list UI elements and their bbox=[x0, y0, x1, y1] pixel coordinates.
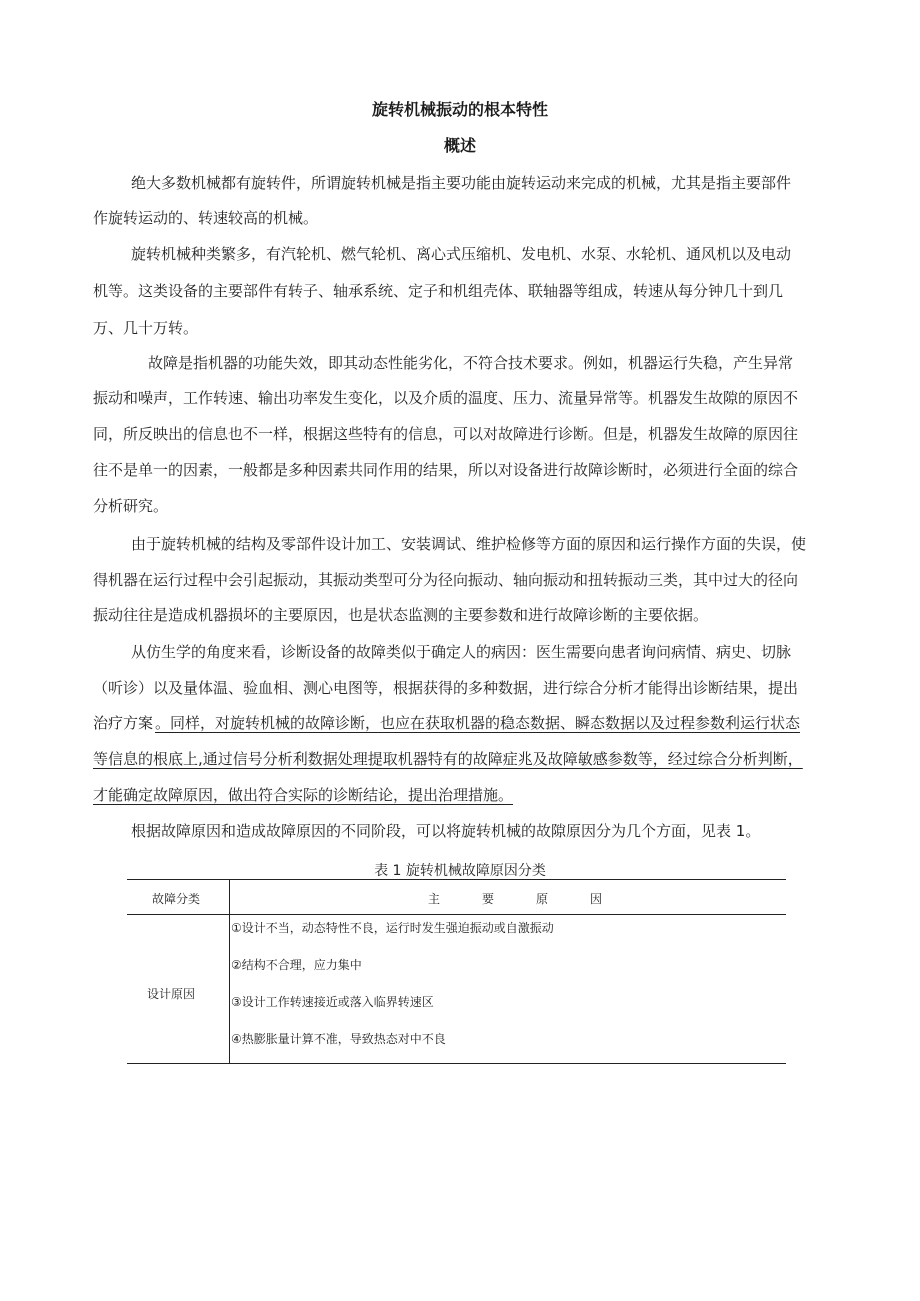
paragraph-line: 作旋转运动的、转速较高的机械。 bbox=[93, 209, 319, 227]
paragraph-line: 万、几十万转。 bbox=[93, 319, 199, 337]
paragraph-line: 绝大多数机械都有旋转件，所谓旋转机械是指主要功能由旋转运动来完成的机械，尤其是指主要部件 bbox=[131, 174, 792, 192]
table-header-cause bbox=[428, 890, 644, 907]
header-char: 原 bbox=[536, 892, 549, 906]
table-row-item: ①设计不当，动态特性不良，运行时发生强迫振动或自激振动 bbox=[231, 921, 554, 935]
table-bottom-rule bbox=[127, 1063, 786, 1064]
paragraph-line: 旋转机械种类繁多，有汽轮机、燃气轮机、离心式压缩机、发电机、水泵、水轮机、通风机以及电动 bbox=[131, 245, 792, 263]
paragraph-line: 往不是单一的因素，一般都是多种因素共同作用的结果，所以对设备进行故障诊断时，必须进行全面的综合 bbox=[93, 461, 799, 479]
table-header-category: 故障分类 bbox=[152, 892, 201, 906]
underlined-text: 才能确定故障原因，做出符合实际的诊断结论，提出治理措施。 bbox=[93, 786, 514, 804]
underlined-text: 等信息的根底上,通过信号分析利数据处理提取机器特有的故障症兆及故障敏感参数等，经过综合分析判断， bbox=[93, 750, 803, 768]
table-header-rule bbox=[127, 914, 786, 915]
table-row-category: 设计原因 bbox=[147, 987, 196, 1001]
header-char: 因 bbox=[590, 892, 603, 906]
paragraph-line: 故障是指机器的功能失效，即其动态性能劣化，不符合技术要求。例如，机器运行失稳，产生异常 bbox=[148, 354, 794, 372]
paragraph-line: 根据故障原因和造成故障原因的不同阶段，可以将旋转机械的故隙原因分为几个方面，见表 1。 bbox=[131, 822, 761, 840]
table-top-rule bbox=[127, 879, 786, 880]
table-row-item: ④热膨胀量计算不准，导致热态对中不良 bbox=[231, 1032, 446, 1046]
table-column-divider bbox=[229, 879, 230, 1063]
paragraph-line: 振动和噪声，工作转速、输出功率发生变化，以及介质的温度、压力、流量异常等。机器发生故隙的原因不 bbox=[93, 389, 799, 407]
paragraph-line: 从仿生学的角度来看，诊断设备的故障类似于确定人的病因：医生需要向患者询问病情、病史、切脉 bbox=[131, 643, 792, 661]
section-heading: 概述 bbox=[443, 136, 476, 155]
paragraph-line: 治疗方案 bbox=[93, 714, 154, 732]
paragraph-line: 分析研究。 bbox=[93, 497, 169, 515]
paragraph-line: 同，所反映出的信息也不一样，根据这些特有的信息，可以对故障进行诊断。但是，机器发生故障的原因往 bbox=[93, 425, 799, 443]
paragraph-line: 振动往往是造成机器损坏的主要原因，也是状态监测的主要参数和进行故障诊断的主要依据。 bbox=[93, 606, 709, 624]
paragraph-line: 机等。这类设备的主要部件有转子、轴承系统、定子和机组壳体、联轴器等组成，转速从每分钟几十到几 bbox=[93, 282, 784, 300]
paragraph-line: 得机器在运行过程中会引起振动，其振动类型可分为径向振动、轴向振动和扭转振动三类，其中过大的径向 bbox=[93, 571, 799, 589]
header-char: 要 bbox=[482, 892, 495, 906]
paragraph-line: 由于旋转机械的结构及零部件设计加工、安装调试、维护检修等方面的原因和运行操作方面的失误，使 bbox=[131, 535, 807, 553]
header-char: 主 bbox=[428, 892, 441, 906]
table-row-item: ②结构不合理，应力集中 bbox=[231, 958, 362, 972]
document-title: 旋转机械振动的根本特性 bbox=[371, 100, 548, 119]
table-row-item: ③设计工作转速接近或落入临界转速区 bbox=[231, 995, 434, 1009]
underlined-text: 。同样，对旋转机械的故障诊断，也应在获取机器的稳态数据、瞬态数据以及过程参数利运行状态 bbox=[155, 714, 801, 732]
table-caption: 表 1 旋转机械故障原因分类 bbox=[374, 863, 546, 879]
paragraph-line: （听诊）以及量体温、验血相、测心电图等，根据获得的多种数据，进行综合分析才能得出诊断结果，提出 bbox=[93, 679, 799, 697]
